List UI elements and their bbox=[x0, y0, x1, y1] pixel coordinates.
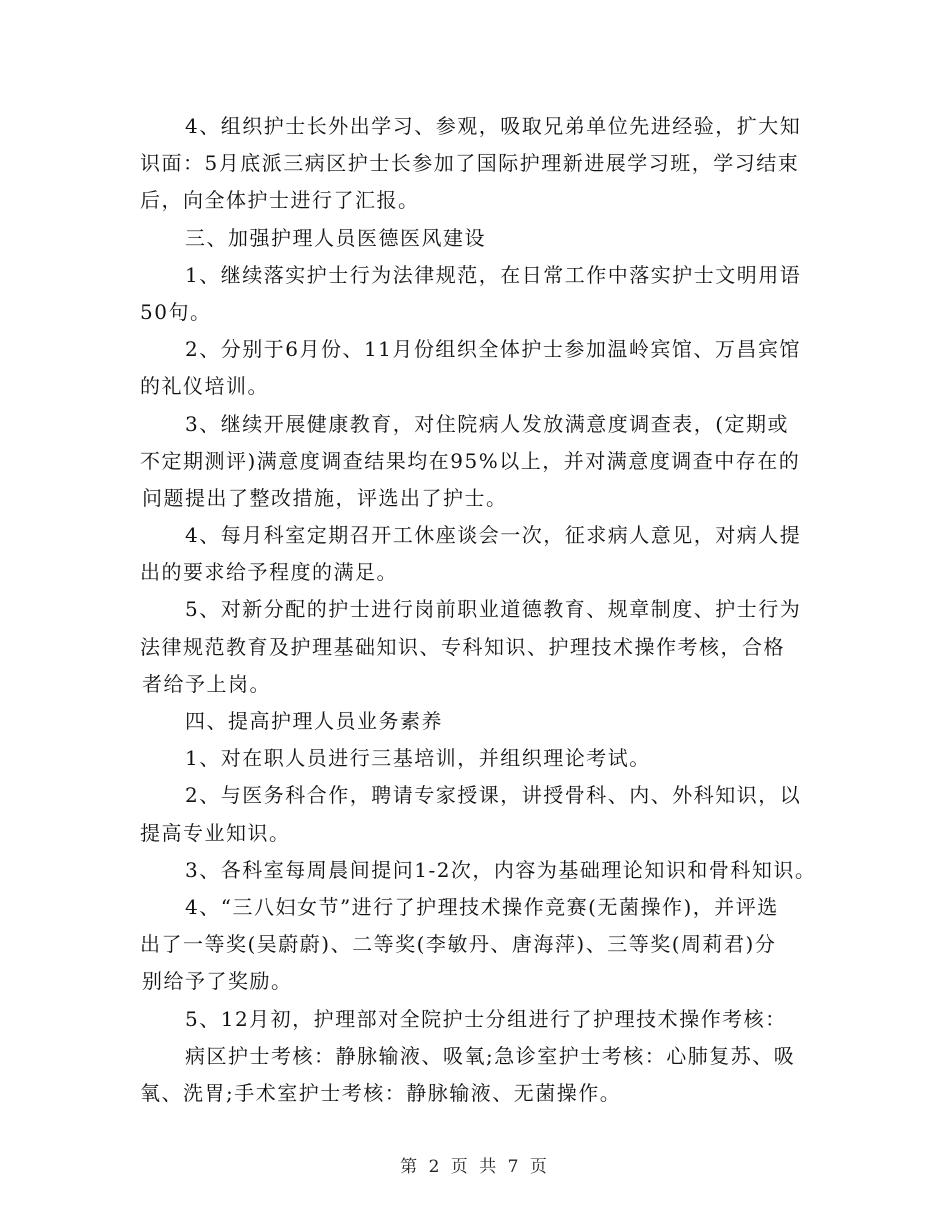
paragraph-line: 提高专业知识。 bbox=[140, 820, 291, 845]
paragraph-line: 2、与医务科合作，聘请专家授课，讲授骨科、内、外科知识，以 bbox=[185, 783, 802, 808]
page-number-footer: 第 2 页 共 7 页 bbox=[400, 1157, 550, 1177]
paragraph-line: 3、继续开展健康教育，对住院病人发放满意度调查表，(定期或 bbox=[185, 411, 790, 436]
section-heading: 四、提高护理人员业务素养 bbox=[185, 709, 443, 733]
paragraph-line: 的礼仪培训。 bbox=[140, 374, 269, 399]
section-heading: 三、加强护理人员医德医风建设 bbox=[185, 225, 486, 250]
paragraph-line: 别给予了奖励。 bbox=[142, 969, 293, 994]
paragraph-line: 1、对在职人员进行三基培训，并组织理论考试。 bbox=[185, 746, 651, 771]
paragraph-line: 识面：5月底派三病区护士长参加了国际护理新进展学习班，学习结束 bbox=[140, 151, 800, 176]
paragraph-line: 2、分别于6月份、11月份组织全体护士参加温岭宾馆、万昌宾馆 bbox=[185, 337, 801, 362]
paragraph-line: 不定期测评)满意度调查结果均在95%以上，并对满意度调查中存在的 bbox=[140, 448, 801, 473]
paragraph-line: 出的要求给予程度的满足。 bbox=[140, 560, 398, 585]
paragraph-line: 4、组织护士长外出学习、参观，吸取兄弟单位先进经验，扩大知 bbox=[185, 114, 802, 138]
paragraph-line: 5、对新分配的护士进行岗前职业道德教育、规章制度、护士行为 bbox=[185, 597, 802, 622]
paragraph-line: 后，向全体护士进行了汇报。 bbox=[140, 188, 420, 213]
paragraph-line: 3、各科室每周晨间提问1-2次，内容为基础理论知识和骨科知识。 bbox=[185, 857, 817, 882]
paragraph-line: 1、继续落实护士行为法律规范，在日常工作中落实护士文明用语 bbox=[185, 262, 802, 287]
paragraph-line: 问题提出了整改措施，评选出了护士。 bbox=[142, 485, 508, 510]
paragraph-line: 者给予上岗。 bbox=[142, 671, 271, 696]
paragraph-line: 4、每月科室定期召开工休座谈会一次，征求病人意见，对病人提 bbox=[185, 523, 802, 548]
paragraph-line: 出了一等奖(吴蔚蔚)、二等奖(李敏丹、唐海萍)、三等奖(周莉君)分 bbox=[140, 932, 777, 957]
paragraph-line: 5、12月初，护理部对全院护士分组进行了护理技术操作考核： bbox=[185, 1006, 787, 1031]
paragraph-line: 50句。 bbox=[140, 299, 212, 324]
document-body bbox=[140, 108, 820, 1112]
paragraph-line: 4、“三八妇女节”进行了护理技术操作竞赛(无菌操作)，并评选 bbox=[185, 894, 779, 919]
paragraph-line: 法律规范教育及护理基础知识、专科知识、护理技术操作考核，合格 bbox=[140, 634, 785, 659]
paragraph-line: 氧、洗胃;手术室护士考核：静脉输液、无菌操作。 bbox=[140, 1080, 622, 1105]
paragraph-line: 病区护士考核：静脉输液、吸氧;急诊室护士考核：心肺复苏、吸 bbox=[185, 1043, 796, 1068]
